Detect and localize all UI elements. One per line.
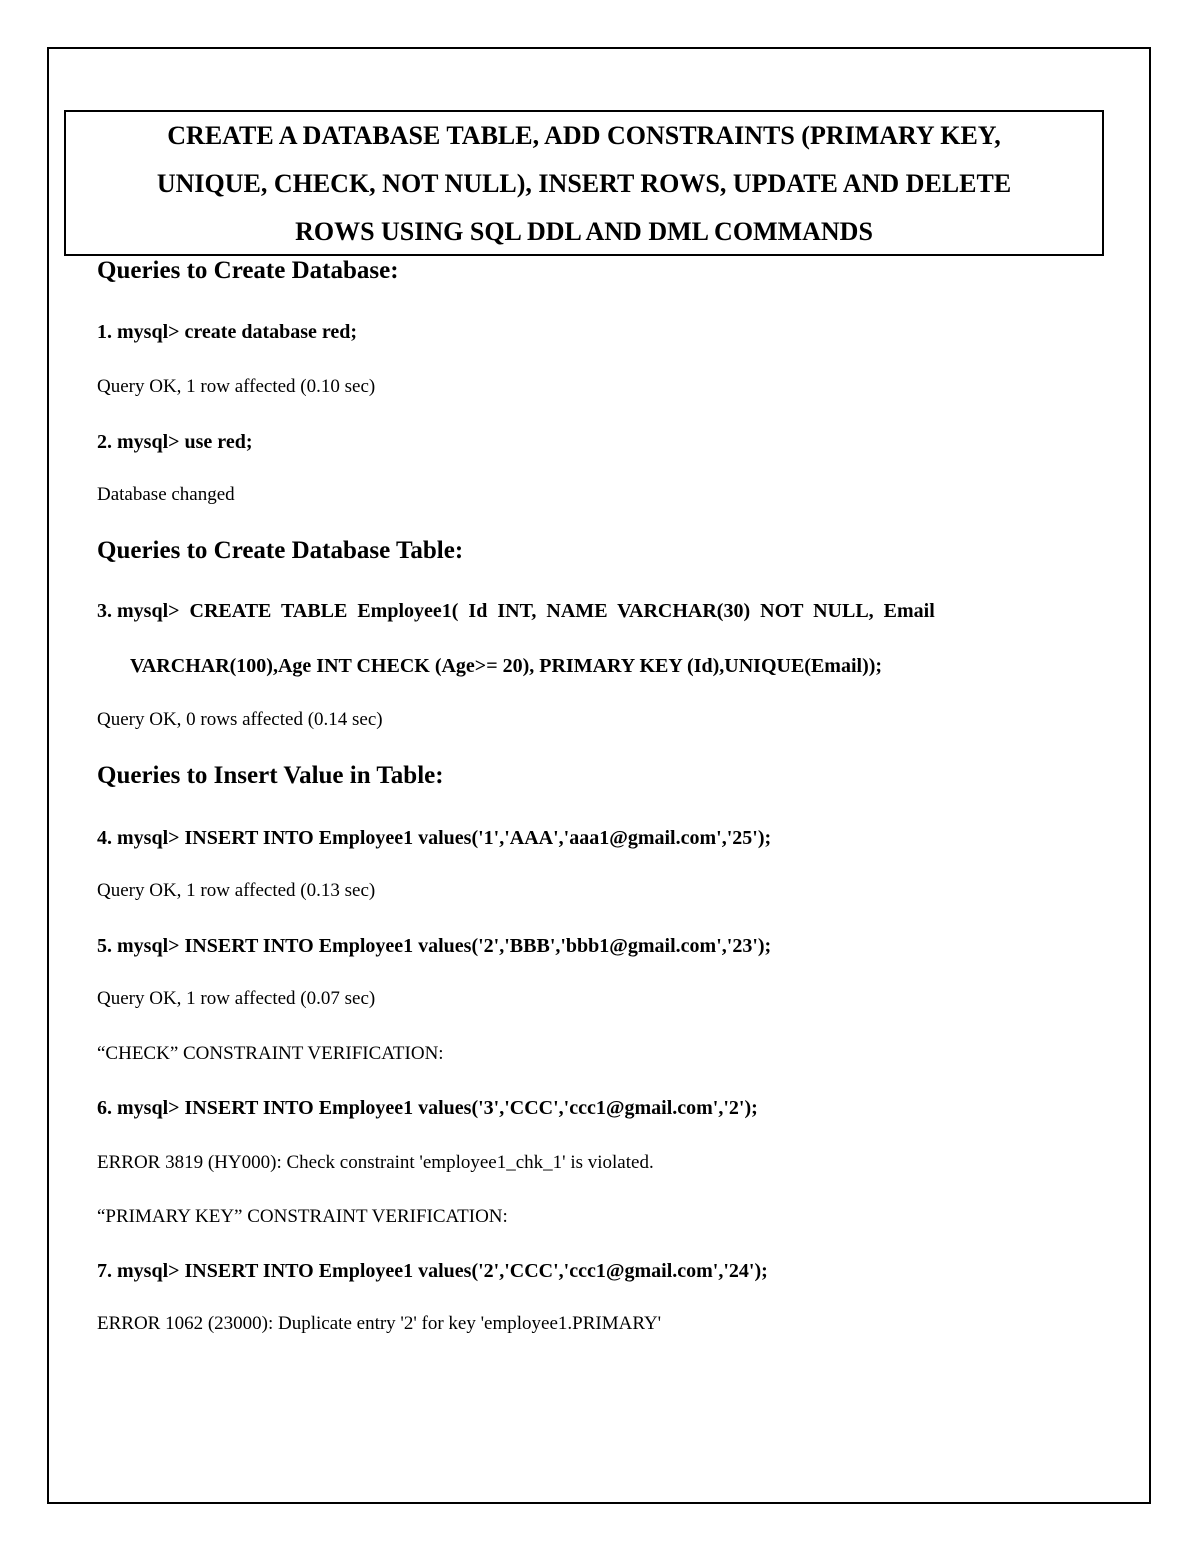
query-3-output: Query OK, 0 rows affected (0.14 sec) <box>97 709 383 730</box>
query-4-output: Query OK, 1 row affected (0.13 sec) <box>97 880 376 901</box>
query-5-output: Query OK, 1 row affected (0.07 sec) <box>97 988 376 1009</box>
query-2-output: Database changed <box>97 484 235 505</box>
query-1: 1. mysql> create database red; <box>97 321 358 343</box>
title-line-3: ROWS USING SQL DDL AND DML COMMANDS <box>295 217 873 246</box>
section-heading-create-table: Queries to Create Database Table: <box>97 537 464 564</box>
query-4: 4. mysql> INSERT INTO Employee1 values('1','AAA','aaa1@gmail.com','25'); <box>97 827 772 849</box>
title-box <box>64 110 1104 256</box>
query-2: 2. mysql> use red; <box>97 431 253 453</box>
query-3-line-1: 3. mysql> CREATE TABLE Employee1( Id INT, NAME VARCHAR(30) NOT NULL, Email <box>97 600 935 622</box>
title-line-2: UNIQUE, CHECK, NOT NULL), INSERT ROWS, UPDATE AND DELETE <box>156 169 1012 198</box>
query-3-line-2: VARCHAR(100),Age INT CHECK (Age>= 20), PRIMARY KEY (Id),UNIQUE(Email)); <box>130 655 883 677</box>
primary-key-constraint-label: “PRIMARY KEY” CONSTRAINT VERIFICATION: <box>97 1206 508 1227</box>
check-constraint-label: “CHECK” CONSTRAINT VERIFICATION: <box>97 1043 444 1064</box>
query-1-output: Query OK, 1 row affected (0.10 sec) <box>97 376 376 397</box>
title-line-1: CREATE A DATABASE TABLE, ADD CONSTRAINTS (PRIMARY KEY, <box>167 121 1001 150</box>
section-heading-insert: Queries to Insert Value in Table: <box>97 762 444 789</box>
query-7-output: ERROR 1062 (23000): Duplicate entry '2' for key 'employee1.PRIMARY' <box>97 1313 662 1334</box>
query-6-output: ERROR 3819 (HY000): Check constraint 'employee1_chk_1' is violated. <box>97 1152 654 1173</box>
query-5: 5. mysql> INSERT INTO Employee1 values('2','BBB','bbb1@gmail.com','23'); <box>97 935 772 957</box>
query-6: 6. mysql> INSERT INTO Employee1 values('3','CCC','ccc1@gmail.com','2'); <box>97 1097 758 1119</box>
section-heading-create-database: Queries to Create Database: <box>97 257 399 284</box>
query-7: 7. mysql> INSERT INTO Employee1 values('2','CCC','ccc1@gmail.com','24'); <box>97 1260 768 1282</box>
